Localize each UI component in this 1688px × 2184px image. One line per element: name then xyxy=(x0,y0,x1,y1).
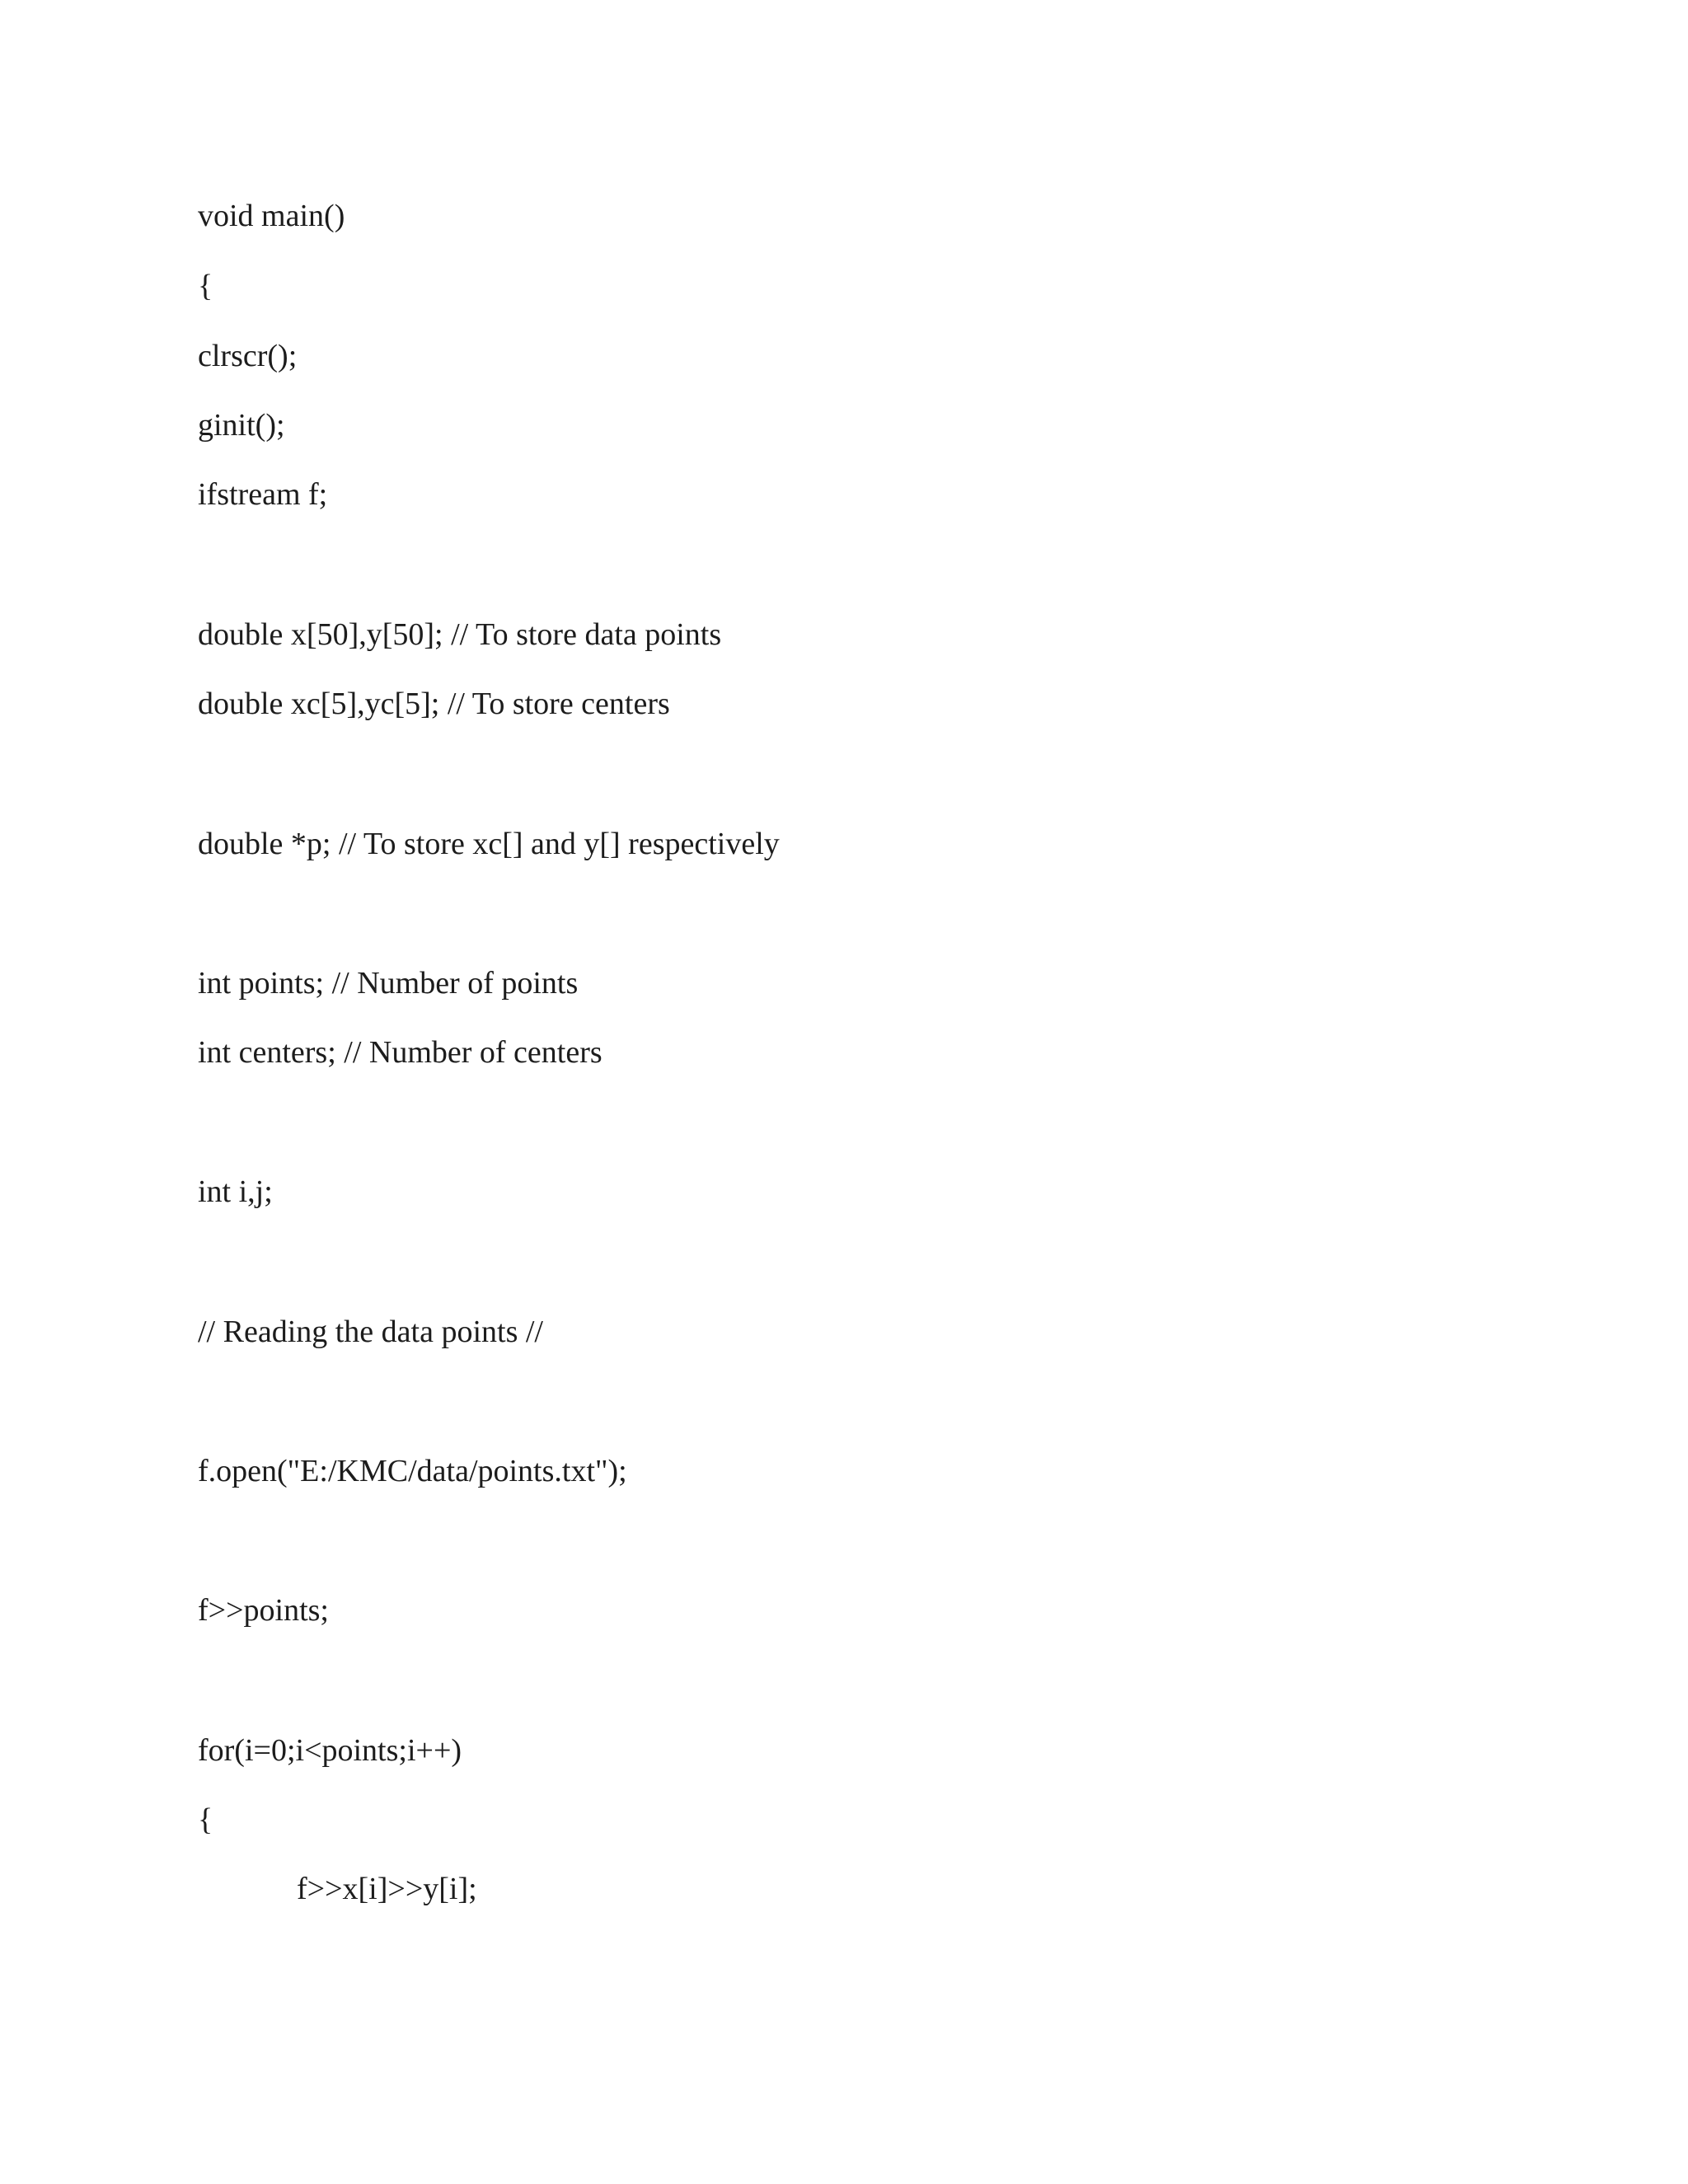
code-line: clrscr(); xyxy=(198,339,298,373)
code-line: for(i=0;i<points;i++) xyxy=(198,1733,462,1768)
code-line: double xc[5],yc[5]; // To store centers xyxy=(198,687,670,721)
code-line: int centers; // Number of centers xyxy=(198,1035,603,1070)
code-line: // Reading the data points // xyxy=(198,1315,543,1349)
code-line: int i,j; xyxy=(198,1174,273,1209)
code-line: { xyxy=(198,269,213,303)
code-line: f>>x[i]>>y[i]; xyxy=(297,1872,477,1906)
code-line: ginit(); xyxy=(198,408,285,443)
code-line: f>>points; xyxy=(198,1593,329,1628)
code-line: double x[50],y[50]; // To store data points xyxy=(198,617,722,652)
code-line: { xyxy=(198,1802,213,1837)
code-line: ifstream f; xyxy=(198,477,328,512)
code-line: void main() xyxy=(198,199,345,233)
code-line: int points; // Number of points xyxy=(198,966,579,1001)
code-line: f.open("E:/KMC/data/points.txt"); xyxy=(198,1454,627,1488)
code-line: double *p; // To store xc[] and y[] respectively xyxy=(198,827,780,861)
